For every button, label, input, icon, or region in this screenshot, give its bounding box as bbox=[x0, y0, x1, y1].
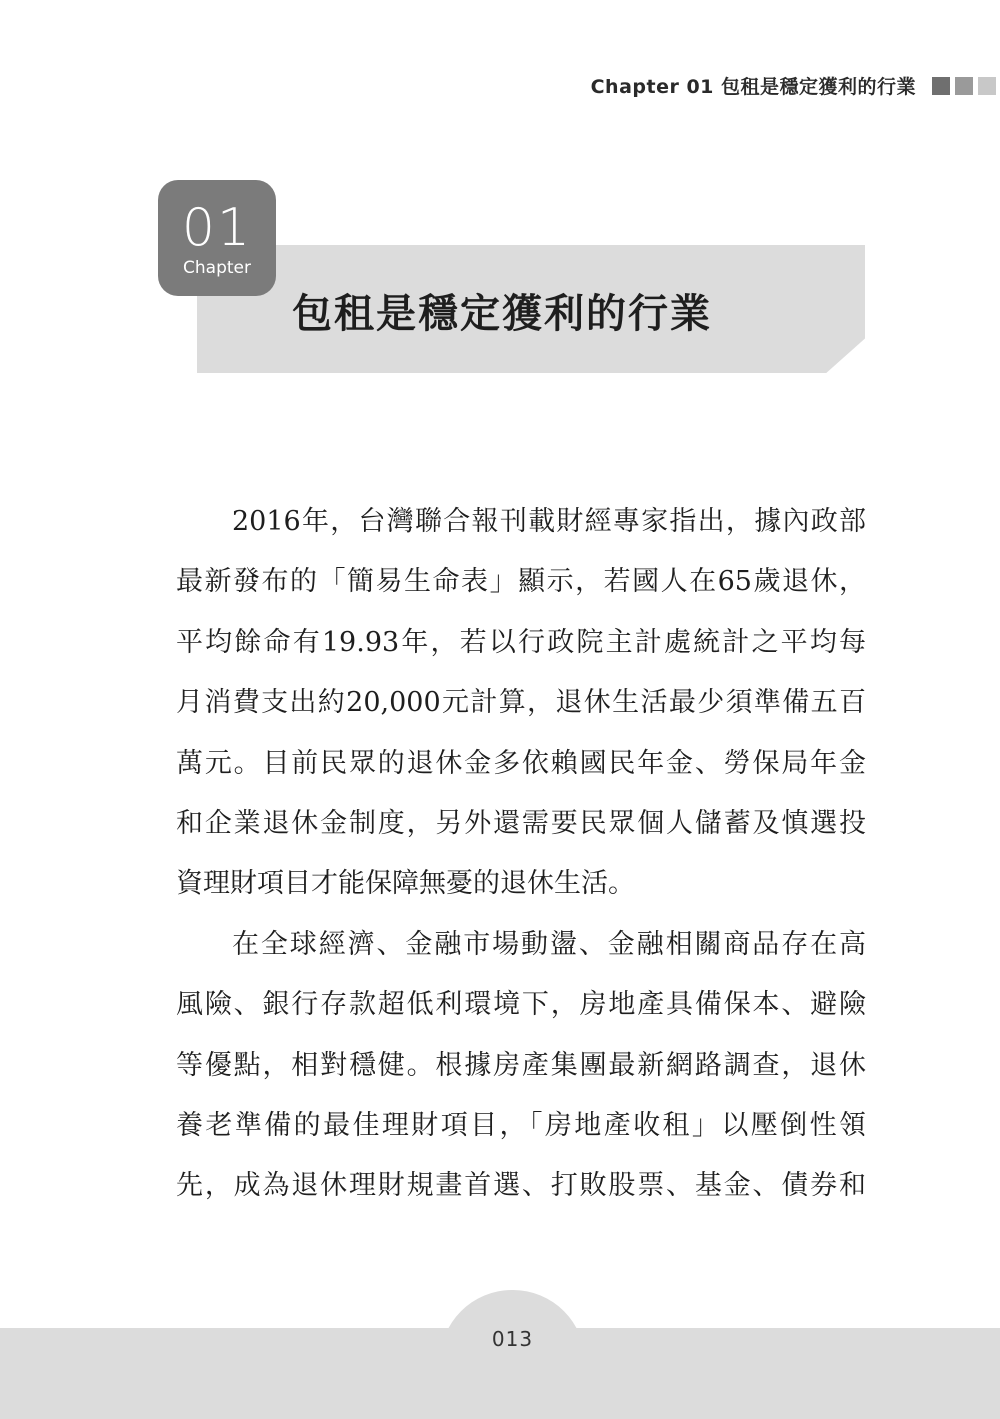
chapter-label: Chapter bbox=[183, 258, 251, 278]
running-header-title: Chapter 01 包租是穩定獲利的行業 bbox=[590, 76, 916, 98]
body-line: 在全球經濟、金融市場動盪、金融相關商品存在高 bbox=[232, 928, 866, 960]
body-text bbox=[176, 492, 866, 1217]
body-line: 和企業退休金制度，另外還需要民眾個人儲蓄及慎選投 bbox=[176, 807, 866, 839]
body-line: 等優點，相對穩健。根據房產集團最新網路調查，退休 bbox=[176, 1049, 866, 1081]
body-line: 平均餘命有19.93年，若以行政院主計處統計之平均每 bbox=[176, 626, 866, 658]
body-line: 月消費支出約20,000元計算，退休生活最少須準備五百 bbox=[176, 687, 866, 719]
body-line: 風險、銀行存款超低利環境下，房地產具備保本、避險 bbox=[176, 989, 866, 1021]
header-square-light bbox=[978, 77, 996, 95]
header-square-dark bbox=[932, 77, 950, 95]
chapter-title: 包租是穩定獲利的行業 bbox=[292, 290, 712, 337]
body-line: 資理財項目才能保障無憂的退休生活。 bbox=[176, 868, 635, 900]
body-line: 最新發布的「簡易生命表」顯示，若國人在65歲退休， bbox=[176, 566, 866, 598]
body-line: 萬元。目前民眾的退休金多依賴國民年金、勞保局年金 bbox=[176, 747, 866, 779]
body-line: 養老準備的最佳理財項目，「房地產收租」以壓倒性領 bbox=[176, 1109, 866, 1141]
header-decoration bbox=[932, 77, 996, 95]
chapter-badge bbox=[158, 180, 276, 296]
body-line: 先，成為退休理財規畫首選、打敗股票、基金、債券和 bbox=[176, 1170, 866, 1202]
running-header bbox=[591, 72, 996, 99]
body-line: 2016年，台灣聯合報刊載財經專家指出，據內政部 bbox=[232, 506, 866, 537]
page-number: 013 bbox=[491, 1327, 534, 1351]
header-square-medium bbox=[955, 77, 973, 95]
chapter-number: 01 bbox=[181, 198, 253, 258]
